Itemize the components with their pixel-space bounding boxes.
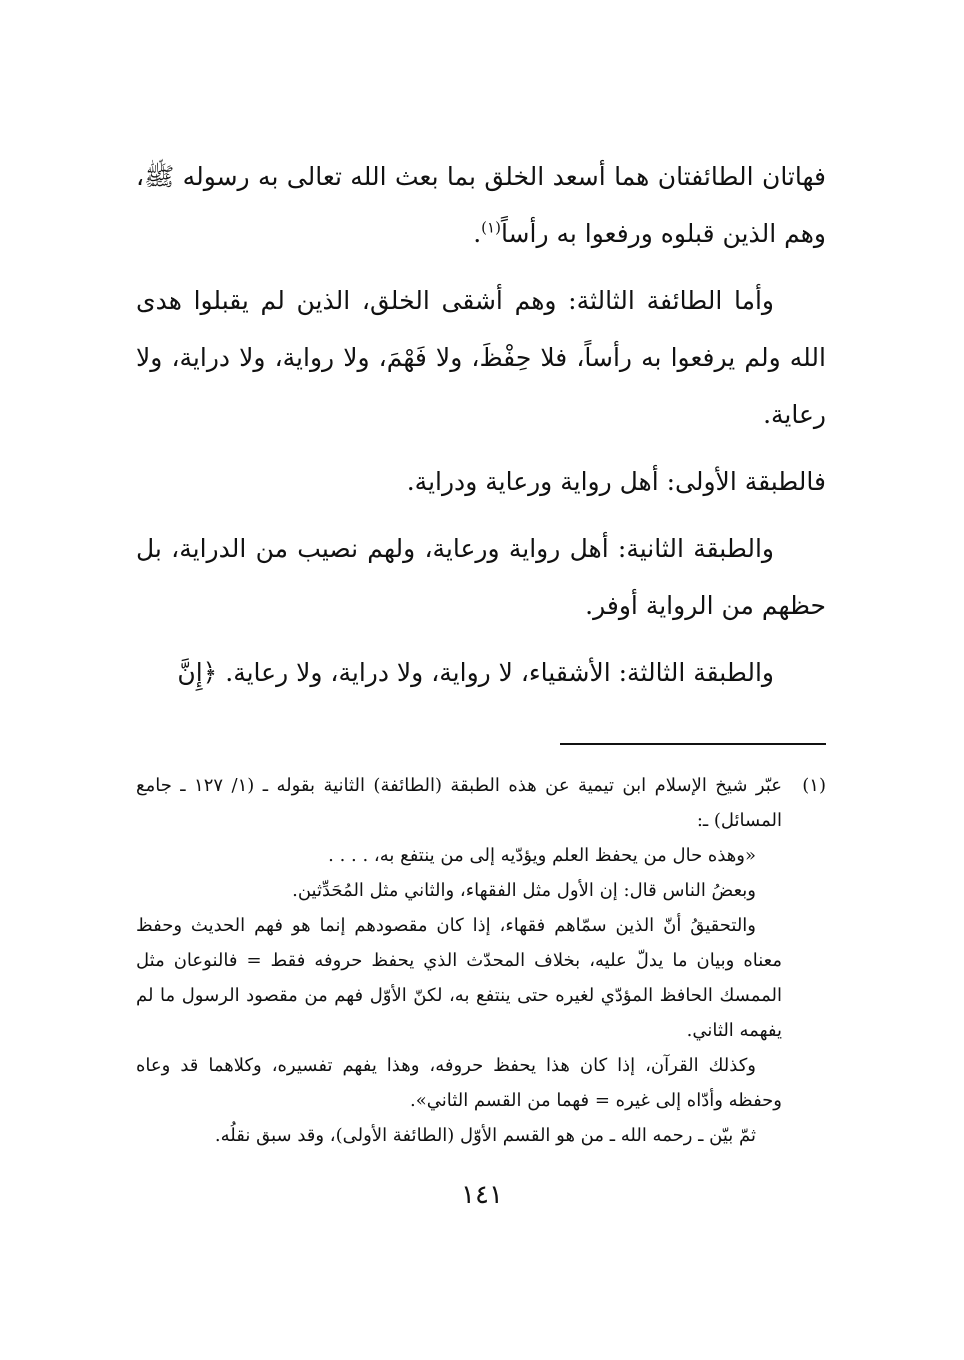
paragraph-4: والطبقة الثانية: أهل رواية ورعاية، ولهم نصيب من الدراية، بل حظهم من الرواية أوفر.: [136, 534, 826, 620]
paragraph-1: [136, 148, 826, 262]
footnote-number: (١): [802, 775, 826, 796]
footnotes: [136, 768, 826, 1153]
footnote-quote-4: وكذلك القرآن، إذا كان هذا يحفظ حروفه، وهذا يفهم تفسيره، وكلاهما قد وعاه وحفظه وأدّاه إلى غيره = فهما من القسم الثاني».: [136, 1055, 782, 1111]
paragraph-5: والطبقة الثالثة: الأشقياء، لا رواية، ولا دراية، ولا رعاية. ﴿إِنَّ: [177, 658, 774, 687]
paragraph-1-end: .: [473, 219, 482, 248]
page-number: ١٤١: [461, 1180, 503, 1210]
paragraph-2: وأما الطائفة الثالثة: وهم أشقى الخلق، الذين لم يقبلوا هدى الله ولم يرفعوا به رأساً، فلا حِفْظَ، ولا فَهْمَ، ولا رواية، ولا دراية، ولا رعاية.: [136, 286, 826, 429]
main-text: [136, 148, 826, 711]
footnote-quote-3: والتحقيقُ أنّ الذين سمّاهم فقهاء، إذا كان مقصودهم إنما هو فهم الحديث وحفظ معناه وبيان ما يدلّ عليه، بخلاف المحدّث الذي يحفظ حروفه فقط = فالنوعان مثل الممسك الحافظ المؤدّي لغيره حتى ينتفع به، لكنّ الأوّل فهم من مقصود الرسول ما لم يفهمه الثاني.: [136, 915, 782, 1041]
footnote-separator: [560, 743, 826, 745]
footnote-body: [136, 768, 782, 1153]
footnote-closing: ثمّ بيّن ـ رحمه الله ـ من هو القسم الأوّل (الطائفة الأولى)، وقد سبق نقلُه.: [214, 1125, 756, 1146]
footnote-quote-2: وبعضُ الناس قال: إن الأول مثل الفقهاء، والثاني مثل المُحَدِّثين.: [292, 880, 756, 901]
paragraph-3: فالطبقة الأولى: أهل رواية ورعاية ودراية.: [406, 467, 826, 496]
footnote-intro: عبّر شيخ الإسلام ابن تيمية عن هذه الطبقة (الطائفة) الثانية بقوله ـ (١/ ١٢٧ ـ جامع المسائل) ـ:: [136, 775, 782, 831]
footnote-quote-1: «وهذه حال من يحفظ العلم ويؤدّيه إلى من ينتفع به، . . . .: [328, 845, 756, 866]
footnote-item: [136, 768, 826, 1153]
paragraph-1-text: فهاتان الطائفتان هما أسعد الخلق بما بعث الله تعالى به رسوله ﷺ، وهم الذين قبلوه ورفعوا به رأساً: [136, 162, 826, 248]
footnote-reference-marker[interactable]: (١): [481, 218, 501, 237]
